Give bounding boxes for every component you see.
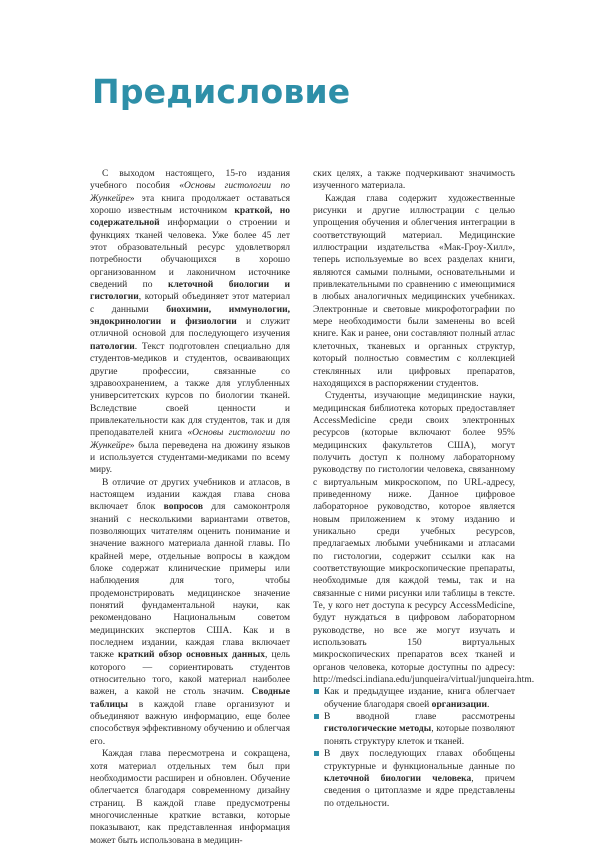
text-run: . Текст подготовлен специально для студентов-медиков и студентов, осваивающих другие профессии, связанные со здравоохранением, а также для углубленных университетских курсов по биологии тканей. Вследствие своей ценности и привлекательности как для студентов, так и для преподавателей книга « [90, 340, 290, 439]
text-run: С выходом настоящего, 15-го издания учебного пособия « [90, 168, 290, 192]
text-run: , которые позволяют понять структуру клеток и тканей. [324, 723, 515, 747]
text-run: Как и предыдущее издание, книга облегчает обучение благодаря своей [324, 686, 515, 710]
book-title: Основы гистологии по Жункейре [90, 180, 290, 204]
text-run: . [486, 698, 490, 710]
bold-term: клеточной биологии и гистологии [90, 279, 290, 303]
list-item [313, 748, 515, 810]
paragraph [90, 477, 290, 749]
bold-term: организации [431, 698, 487, 710]
text-run: , цель которого — сориентировать студентов относительно того, какой материал наиболее важен, а какой не столь значим. [90, 649, 290, 698]
bold-term: клеточной биологии человека [324, 772, 472, 784]
text-run: для самоконтроля знаний с несколькими вариантами ответов, позволяющих читателям оценить понимание и значение важного материала данной главы. По крайней мере, отдельные вопросы в каждом блоке содержат клинические примеры или наблюдения для того, чтобы продемонстрировать медицинское значение понятий фундаментальной науки, как рекомендовано Национальным советом медицинских экспертов США. Как и в последнем издании, каждая глава включает также [90, 501, 290, 661]
text-run: информации о строении и функциях тканей человека. Уже более 45 лет этот образовательный ресурс удовлетворял потребности обучающихся в хорошо организованном и лаконичном источнике сведений по [90, 217, 290, 291]
bold-term: Сводные таблицы [90, 686, 290, 710]
bold-term: вопросов [163, 501, 203, 513]
square-bullet-icon [314, 689, 319, 694]
text-run: » была переведена на дюжину языков и используется студентами-медиками по всему миру. [90, 439, 290, 476]
square-bullet-icon [314, 751, 319, 756]
text-run: и служит отличной основой для последующего изучения [90, 316, 290, 340]
square-bullet-icon [314, 714, 319, 719]
text-run: , причем сведения о цитоплазме и ядре представлены по отдельности. [324, 772, 515, 809]
text-run: В вводной главе рассмотрены [324, 711, 515, 723]
paragraph [90, 168, 290, 477]
paragraph: ских целях, а также подчеркивают значимость изученного материала. [313, 168, 515, 192]
paragraph: Каждая глава пересмотрена и сокращена, хотя материал отдельных тем был при необходимости расширен и обновлен. Обучение облегчается благодаря современному дизайну страниц. В каждой главе предусмотрены многочисленные краткие вставки, которые показывают, как представленная информация может быть использована в медицин- [90, 748, 290, 846]
bullet-list [313, 686, 515, 809]
book-title: Основы гистологии по Жункейре [90, 427, 290, 451]
bold-term: краткой, но содержательной [90, 205, 290, 229]
bold-term: краткий обзор основных данных [117, 649, 266, 661]
bold-term: патологии [90, 340, 135, 352]
text-run: , который объединяет этот материал с данными [90, 291, 290, 315]
list-item [313, 686, 515, 711]
text-run: в каждой главе организуют и объединяют важную информацию, еще более способствуя эффективному обучению и облегчая его. [90, 698, 290, 747]
text-run: В двух последующих главах обобщены структурные и функциональные данные по [324, 748, 515, 772]
paragraph: Студенты, изучающие медицинские науки, медицинская библиотека которых предоставляет AccessMedicine среди своих электронных ресурсов (которые включают более 95% медицинских факультетов США), могут получить доступ к полному лабораторному руководству по гистологии человека, связанному с виртуальным микроскопом, по URL-адресу, приведенному ниже. Данное цифровое лабораторное руководство, которое является новым приложением к этому изданию и уникально среди учебных ресурсов, предлагаемых любыми учебниками и атласами по гистологии, содержит ссылки как на соответствующие микроскопические препараты, необходимые для каждой темы, так и на связанные с ними рисунки или таблицы в тексте. Те, у кого нет доступа к ресурсу AccessMedicine, будут нуждаться в цифровом лабораторном руководстве, но все же могут изучать и использовать 150 виртуальных микроскопических препаратов всех тканей и органов человека, которые доступны по адресу: http://medsci.indiana.edu/junqueira/virtual/junqueira.htm. [313, 390, 535, 686]
bold-term: гистологические методы [324, 723, 432, 735]
list-item [313, 711, 515, 748]
text-run: » эта книга продолжает оставаться хорошо известным источником [90, 192, 290, 217]
left-column [90, 168, 290, 847]
page-title: Предисловие [92, 72, 351, 111]
text-run: В отличие от других учебников и атласов, в настоящем издании каждая глава снова включает блок [90, 476, 290, 513]
right-column [313, 168, 535, 810]
bold-term: биохимии, иммунологии, эндокринологии и физиологии [90, 303, 290, 328]
paragraph: Каждая глава содержит художественные рисунки и другие иллюстрации с целью упрощения обучения и облегчения интеграции в соответствующий материал. Медицинские иллюстрации издательства «Мак-Гроу-Хилл», теперь используемые во всех разделах книги, являются самыми полными, основательными и привлекательными по сравнению с имеющимися в любых аналогичных медицинских учебниках. Электронные и световые микрофотографии по мере необходимости были заменены во всей книге. Как и ранее, они составляют полный атлас клеточных, тканевых и органных структур, который полностью совместим с коллекцией стеклянных или цифровых препаратов, находящихся в распоряжении студентов. [313, 192, 515, 389]
